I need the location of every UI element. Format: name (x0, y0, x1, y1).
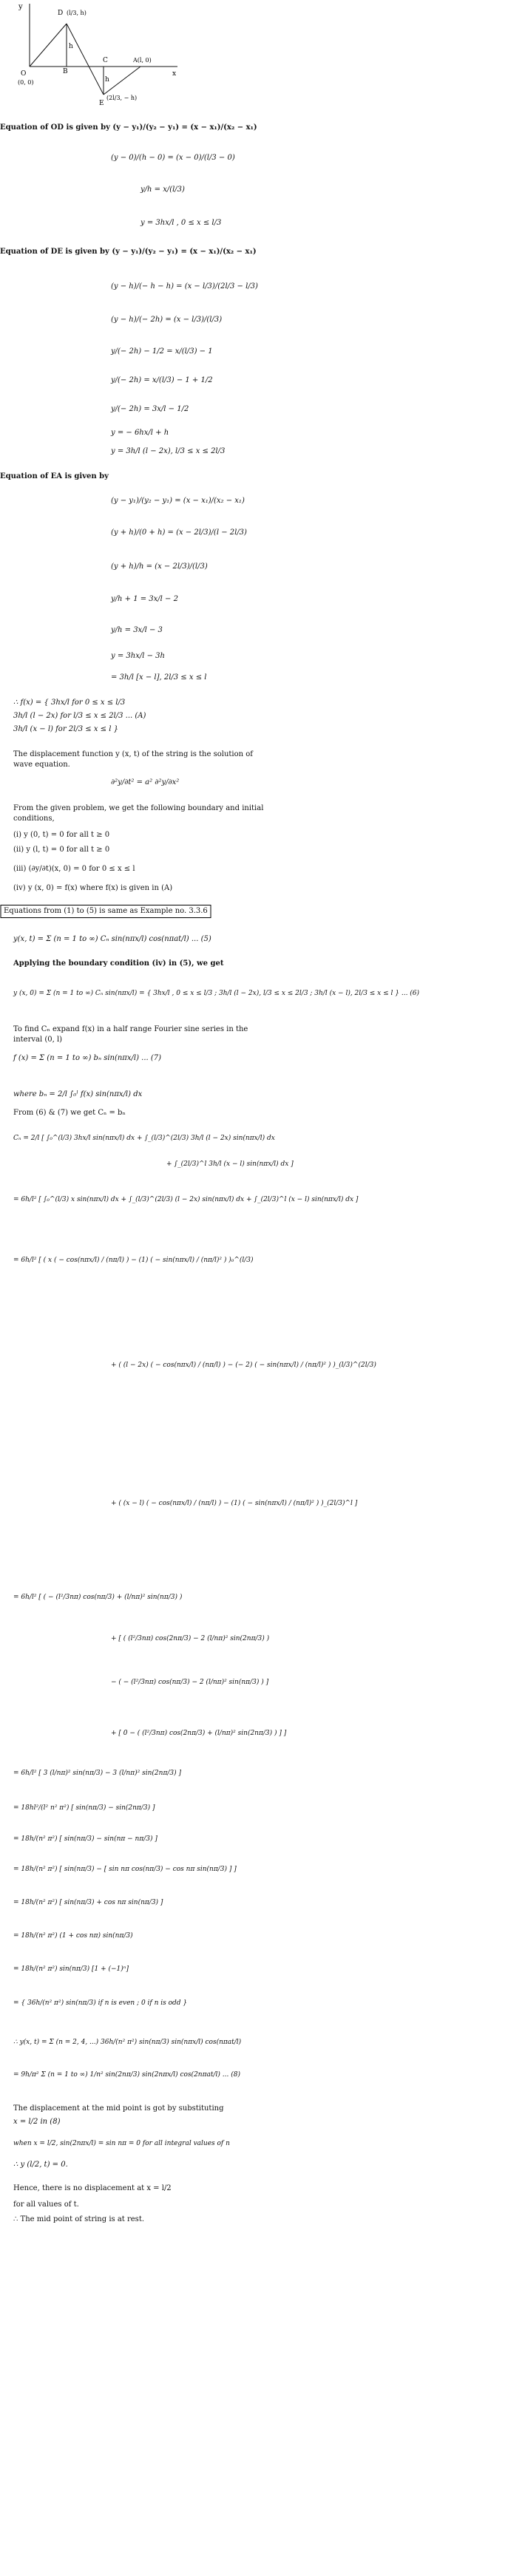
equation-de-line-1: (y − h)/(− h − h) = (x − l/3)/(2l/3 − l/3) (111, 282, 258, 290)
conditions-intro-line-2: conditions, (13, 815, 55, 823)
equation-ea-line-5: y/h = 3x/l − 3 (111, 626, 163, 634)
equation-de-line-2: (y − h)/(− 2h) = (x − l/3)/(l/3) (111, 316, 223, 324)
cn-integral-line-2: + ∫_(2l/3)^l 3h/l (x − l) sin(nπx/l) dx ] (166, 1160, 294, 1168)
cn-integral-line-6: + ( (x − l) ( − cos(nπx/l) / (nπ/l) ) − (1) ( − sin(nπx/l) / (nπ/l)² ) )_(2l/3)^l ] (111, 1500, 358, 1507)
origin-coordinate: (0, 0) (18, 79, 34, 86)
equation-ea-line-3: (y + h)/h = (x − 2l/3)/(l/3) (111, 563, 208, 571)
string-diagram (15, 0, 185, 111)
cn-integral-line-1: Cₙ = 2/l [ ∫₀^(l/3) 3hx/l sin(nπx/l) dx + ∫_(l/3)^(2l/3) 3h/l (l − 2x) sin(nπx/l) dx (13, 1135, 275, 1142)
midpoint-text-2: x = l/2 in (8) (13, 2118, 61, 2126)
wave-equation-intro-line-2: wave equation. (13, 761, 70, 769)
equation-ea-heading: Equation of EA is given by (0, 472, 109, 480)
y-axis-label: y (18, 3, 23, 11)
cn-eval-line-12: = { 36h/(n² π²) sin(nπ/3) if n is even ; 0 if n is odd } (13, 1999, 188, 2007)
equation-ea-line-6: y = 3hx/l − 3h (111, 652, 165, 660)
equation-de-result: y = 3h/l (l − 2x), l/3 ≤ x ≤ 2l/3 (111, 447, 226, 455)
fourier-coefficient: where bₙ = 2/l ∫₀ˡ f(x) sin(nπx/l) dx (13, 1090, 143, 1098)
example-reference-box (0, 905, 359, 918)
midpoint-text-7: ∴ The mid point of string is at rest. (13, 2215, 145, 2223)
equation-ea-result: = 3h/l [x − l], 2l/3 ≤ x ≤ l (111, 673, 207, 682)
midpoint-text-4: ∴ y (l/2, t) = 0. (13, 2161, 68, 2169)
equation-de-line-5: y/(− 2h) = 3x/l − 1/2 (111, 405, 189, 413)
fourier-series: f (x) = Σ (n = 1 to ∞) bₙ sin(nπx/l) ... (7) (13, 1054, 162, 1062)
equation-od-line-1: (y − 0)/(h − 0) = (x − 0)/(l/3 − 0) (111, 154, 235, 162)
cn-eval-line-5: = 6h/l² [ 3 (l/nπ)² sin(nπ/3) − 3 (l/nπ)² sin(2nπ/3) ] (13, 1770, 182, 1777)
equation-od-heading: Equation of OD is given by (y − y₁)/(y₂ − y₁) = (x − x₁)/(x₂ − x₁) (0, 123, 257, 132)
cn-eval-line-6: = 18hl²/(l² n² π²) [ sin(nπ/3) − sin(2nπ/3) ] (13, 1804, 155, 1812)
midpoint-text-5: Hence, there is no displacement at x = l/2 (13, 2184, 172, 2192)
wave-equation: ∂²y/∂t² = a² ∂²y/∂x² (111, 778, 180, 786)
fourier-intro-line-2: interval (0, l) (13, 1036, 63, 1044)
equation-de-line-6: y = − 6hx/l + h (111, 429, 169, 437)
midpoint-text-6: for all values of t. (13, 2201, 79, 2209)
cn-integral-line-4: = 6h/l² [ ( x ( − cos(nπx/l) / (nπ/l) ) − (1) ( − sin(nπx/l) / (nπ/l)² ) )₀^(l/3) (13, 1257, 254, 1264)
point-a-label: A(l, 0) (133, 57, 152, 64)
point-d-coordinate: (l/3, h) (67, 10, 87, 16)
boundary-condition-application: Applying the boundary condition (iv) in (5), we get (13, 959, 224, 968)
solution-series: y(x, t) = Σ (n = 1 to ∞) Cₙ sin(nπx/l) cos(nπat/l) ... (5) (13, 935, 211, 943)
point-e-label: E (99, 100, 104, 107)
conditions-intro-line-1: From the given problem, we get the following boundary and initial (13, 804, 264, 812)
x-axis-label: x (172, 70, 177, 78)
cn-eval-line-4: + [ 0 − ( (l²/3nπ) cos(2nπ/3) + (l/nπ)² sin(2nπ/3) ) ] ] (111, 1730, 287, 1737)
cn-eval-line-9: = 18h/(n² π²) [ sin(nπ/3) + cos nπ sin(nπ/3) ] (13, 1899, 163, 1906)
condition-ii: (ii) y (l, t) = 0 for all t ≥ 0 (13, 846, 110, 854)
midpoint-text-1: The displacement at the mid point is got by substituting (13, 2104, 224, 2113)
cn-eval-line-1: = 6h/l² [ ( − (l²/3nπ) cos(nπ/3) + (l/nπ)² sin(nπ/3) ) (13, 1594, 183, 1601)
cn-eval-line-11: = 18h/(n² π²) sin(nπ/3) [1 + (−1)ⁿ] (13, 1965, 129, 1973)
cn-eval-line-2: + [ ( (l²/3nπ) cos(2nπ/3) − 2 (l/nπ)² sin(2nπ/3) ) (111, 1635, 270, 1642)
boundary-series: y (x, 0) = Σ (n = 1 to ∞) Cₙ sin(nπx/l) = { 3hx/l , 0 ≤ x ≤ l/3 ; 3h/l (l − 2x), l/3 ≤ x ≤ 2l/3 ; 3h/l (x − l), 2l/3 ≤ x ≤ l } ... (6) (13, 990, 420, 997)
piecewise-line-1: ∴ f(x) = { 3hx/l for 0 ≤ x ≤ l/3 (13, 699, 126, 707)
example-reference-text: Equations from (1) to (5) is same as Example no. 3.3.6 (0, 905, 211, 918)
height-label-right: h (105, 76, 109, 84)
final-series-line-1: ∴ y(x, t) = Σ (n = 2, 4, ...) 36h/(n² π²) sin(nπ/3) sin(nπx/l) cos(nπat/l) (13, 2039, 242, 2046)
equation-od-result: y = 3hx/l , 0 ≤ x ≤ l/3 (140, 219, 222, 227)
equation-ea-line-2: (y + h)/(0 + h) = (x − 2l/3)/(l − 2l/3) (111, 529, 247, 537)
point-c-label: C (103, 57, 108, 64)
condition-iv: (iv) y (x, 0) = f(x) where f(x) is given in (A) (13, 884, 173, 892)
final-series-line-2: = 9h/π² Σ (n = 1 to ∞) 1/n² sin(2nπ/3) sin(2nπx/l) cos(2nπat/l) ... (8) (13, 2071, 240, 2079)
point-d-label: D (58, 10, 64, 17)
point-e-coordinate: (2l/3, − h) (106, 95, 138, 101)
condition-i: (i) y (0, t) = 0 for all t ≥ 0 (13, 831, 110, 839)
cn-eval-line-10: = 18h/(n² π²) (1 + cos nπ) sin(nπ/3) (13, 1932, 133, 1940)
condition-iii: (iii) (∂y/∂t)(x, 0) = 0 for 0 ≤ x ≤ l (13, 865, 135, 873)
equation-de-line-4: y/(− 2h) = x/(l/3) − 1 + 1/2 (111, 376, 213, 384)
equation-de-heading: Equation of DE is given by (y − y₁)/(y₂ − y₁) = (x − x₁)/(x₂ − x₁) (0, 248, 257, 256)
cn-integral-line-3: = 6h/l² [ ∫₀^(l/3) x sin(nπx/l) dx + ∫_(l/3)^(2l/3) (l − 2x) sin(nπx/l) dx + ∫_(2l/3)^l (x − l) sin(nπx/l) dx ] (13, 1196, 359, 1203)
cn-eval-line-3: − ( − (l²/3nπ) cos(nπ/3) − 2 (l/nπ)² sin(nπ/3) ) ] (111, 1679, 269, 1686)
coefficient-equivalence: From (6) & (7) we get Cₙ = bₙ (13, 1109, 126, 1117)
fourier-intro-line-1: To find Cₙ expand f(x) in a half range Fourier sine series in the (13, 1025, 248, 1033)
piecewise-line-2: 3h/l (l − 2x) for l/3 ≤ x ≤ 2l/3 ... (A) (13, 712, 146, 720)
cn-integral-line-5: + ( (l − 2x) ( − cos(nπx/l) / (nπ/l) ) − (− 2) ( − sin(nπx/l) / (nπ/l)² ) )_(l/3)^(2l/3) (111, 1362, 376, 1369)
midpoint-text-3: when x = l/2, sin(2nπx/l) = sin nπ = 0 for all integral values of n (13, 2140, 230, 2147)
piecewise-line-3: 3h/l (x − l) for 2l/3 ≤ x ≤ l } (13, 725, 118, 733)
equation-de-line-3: y/(− 2h) − 1/2 = x/(l/3) − 1 (111, 347, 213, 356)
point-b-label: B (63, 68, 68, 75)
cn-eval-line-8: = 18h/(n² π²) [ sin(nπ/3) − [ sin nπ cos(nπ/3) − cos nπ sin(nπ/3) ] ] (13, 1866, 237, 1873)
equation-ea-line-1: (y − y₁)/(y₂ − y₁) = (x − x₁)/(x₂ − x₁) (111, 497, 245, 505)
origin-label: O (21, 70, 27, 78)
equation-ea-line-4: y/h + 1 = 3x/l − 2 (111, 595, 178, 603)
equation-od-line-2: y/h = x/(l/3) (140, 186, 185, 194)
height-label-left: h (69, 43, 73, 50)
wave-equation-intro-line-1: The displacement function y (x, t) of the string is the solution of (13, 750, 253, 758)
cn-eval-line-7: = 18h/(n² π²) [ sin(nπ/3) − sin(nπ − nπ/3) ] (13, 1835, 158, 1843)
